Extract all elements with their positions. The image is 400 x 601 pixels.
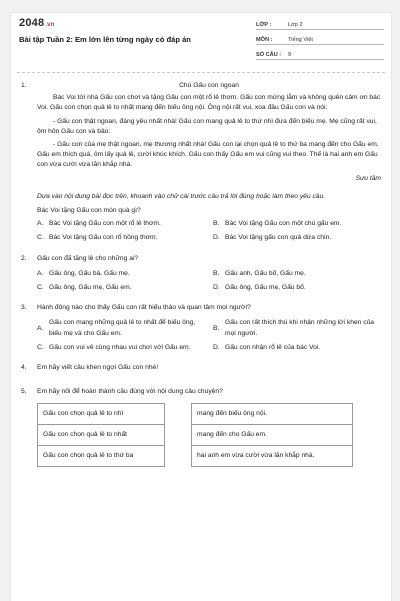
match-right-item[interactable]: mang đến biếu ông nội. [192,404,353,425]
meta-key: SỐ CÂU : [256,52,282,58]
option-b[interactable] [213,219,381,229]
meta-value: Lớp 2 [288,22,303,28]
option-c[interactable] [37,233,205,243]
meta-value: 9 [288,52,292,58]
option-text: Gấu con rất thích thú khi nhận những lời khen của mọi người. [225,319,375,337]
option-d[interactable] [213,233,381,243]
question-5 [21,387,381,397]
meta-row-class [256,17,384,30]
meta-info [256,17,384,62]
match-gap [165,425,192,446]
meta-value: Tiếng Việt [288,37,313,43]
option-letter: B. [213,324,220,332]
question-3 [21,303,381,313]
option-letter: C. [37,343,44,351]
option-letter: C. [37,284,44,292]
question-text: Gấu con đã tặng lê cho những ai? [37,254,139,262]
option-c[interactable] [37,343,205,353]
option-text: Bác Voi tặng Gấu con một chú gấu em. [225,220,342,228]
logo-suffix: .vn [45,22,55,28]
matching-row [38,425,353,446]
story-paragraph: - Gấu con thật ngoan, đáng yêu nhất nhà! Gấu con mang quả lê to thứ nhì đưa đến biếu mẹ. Mẹ cũng rất vui, ôm hôn Gấu con và bảo: [37,117,377,135]
meta-key: LỚP : [256,22,272,28]
option-text: Gấu ông, Gấu bà, Gấu mẹ. [49,269,130,277]
option-letter: C. [37,234,44,242]
option-text: Gấu ông, Gấu mẹ, Gấu bố. [225,284,306,292]
option-letter: A. [37,220,44,228]
option-text: Bác Voi tặng gấu con quả dừa chín. [225,234,332,242]
option-letter: D. [213,234,220,242]
option-text: Bác Voi tặng Gấu con một rổ lê thơm. [49,220,161,228]
question-1 [21,81,381,187]
meta-key: MÔN : [256,37,273,43]
header-divider [17,72,385,73]
question-number: 1. [21,82,27,89]
story-source: Sưu tầm [355,174,381,182]
match-left-item[interactable]: Gấu con chọn quả lê to nhì [38,404,165,425]
option-text: Bác Voi tặng Gấu con rổ hồng thơm. [49,234,158,242]
question-text: Em hãy viết câu khen ngợi Gấu con nhé! [37,364,159,372]
match-left-item[interactable]: Gấu con chọn quả lê to nhất [38,425,165,446]
worksheet-body [21,81,381,467]
match-gap [165,446,192,467]
question-2 [21,254,381,264]
option-letter: A. [37,324,44,332]
story-paragraph: Bác Voi tới nhà Gấu con chơi và tặng Gấu con một rổ lê thơm. Gấu con mừng lắm và không quên cảm ơn bác Voi. Gấu con chọn quả lê to nhất mang đến biếu ông nội. Ông nội rất vui, xoa đầu Gấu con và nói: [37,94,381,112]
instruction-text: Dựa vào nội dung bài đọc trên, khoanh vào chữ cái trước câu trả lời đúng hoặc làm theo yêu cầu. [37,192,326,200]
meta-row-subject [256,32,384,45]
option-b[interactable] [213,269,381,279]
option-c[interactable] [37,283,205,293]
option-d[interactable] [213,343,381,353]
option-b[interactable] [213,318,381,338]
options-q3 [37,318,381,353]
option-a[interactable] [37,219,205,229]
question-text: Em hãy nối để hoàn thành câu đúng với nội dung câu chuyện? [37,388,223,396]
option-letter: B. [213,220,220,228]
question-number: 2. [21,254,27,262]
question-4 [21,363,381,373]
match-right-item[interactable]: mang đến cho Gấu em. [192,425,353,446]
question-number: 3. [21,304,27,312]
option-letter: A. [37,269,44,277]
option-letter: B. [213,269,220,277]
option-letter: D. [213,284,220,292]
option-text: Gấu con nhận rổ lê của bác Voi. [225,343,321,351]
worksheet-page [10,12,392,601]
question-text: Hành động nào cho thấy Gấu con rất hiếu thảo và quan tâm mọi người? [37,304,251,312]
options-q1 [37,219,381,243]
question-number: 5. [21,388,27,396]
page-title: Bài tập Tuần 2: Em lớn lên từng ngày có đáp án [19,35,191,44]
option-a[interactable] [37,269,205,279]
option-letter: D. [213,343,220,351]
matching-row [38,446,353,467]
story-title: Chú Gấu con ngoan [179,82,239,89]
logo-text: 2048 [19,17,45,29]
matching-table [37,403,353,467]
option-text: Gấu con mang những quả lê to nhất để biếu ông, biếu mẹ và cho Gấu em. [49,319,196,337]
option-a[interactable] [37,318,205,338]
matching-row [38,404,353,425]
options-q2 [37,269,381,293]
option-text: Gấu con vui vẻ cùng nhau vui chơi với Gấu em. [49,343,191,351]
match-right-item[interactable]: hai anh em vừa cười vừa lăn khắp nhà. [192,446,353,467]
option-d[interactable] [213,283,381,293]
option-text: Gấu anh, Gấu bố, Gấu mẹ. [225,269,306,277]
match-gap [165,404,192,425]
question-content [37,81,381,187]
story-paragraph: - Gấu con của mẹ thật ngoan, mẹ thương nhất nhà! Gấu con lại chọn quả lê to thứ ba mang đến cho Gấu em. Gấu em thích quá, ôm lấy quả lê, cười khúc khích. Gấu con thấy Gấu em vui cũng vui theo. Thế là hai anh em Gấu con vừa cười vừa lăn khắp nhà. [37,141,379,169]
question-number: 4. [21,364,27,372]
match-left-item[interactable]: Gấu con chọn quả lê to thứ ba [38,446,165,467]
sub-question: Bác Voi tặng Gấu con món quà gì? [37,207,141,215]
meta-row-count [256,47,384,60]
option-text: Gấu ông, Gấu mẹ, Gấu em. [49,284,132,292]
site-logo[interactable] [19,17,55,29]
